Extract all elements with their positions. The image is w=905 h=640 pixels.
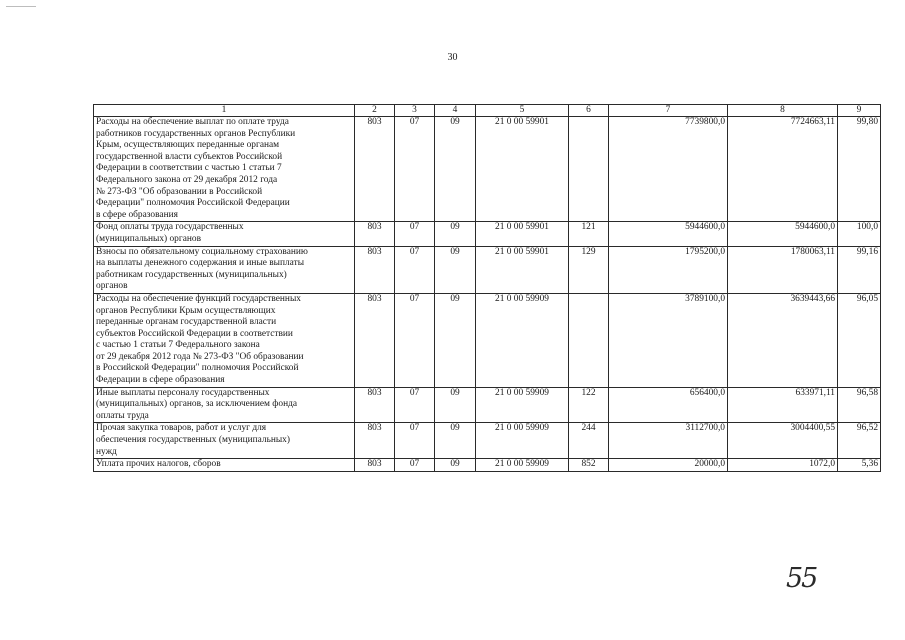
expense-name-cell: Иные выплаты персоналу государственных (муниципальных) органов, за исключением фонда оплаты труда [94, 387, 355, 423]
executed-amount-cell: 1072,0 [728, 459, 838, 472]
table-row [94, 459, 881, 472]
subsection-code-cell: 09 [435, 246, 476, 293]
target-code-cell: 21 0 00 59909 [476, 423, 569, 459]
expense-name-cell: Прочая закупка товаров, работ и услуг для обеспечения государственных (муниципальных) нужд [94, 423, 355, 459]
planned-amount-cell: 656400,0 [609, 387, 728, 423]
table-row [94, 387, 881, 423]
planned-amount-cell: 1795200,0 [609, 246, 728, 293]
execution-percent-cell: 96,58 [838, 387, 881, 423]
target-code-cell: 21 0 00 59909 [476, 459, 569, 472]
ministry-code-cell: 803 [355, 459, 395, 472]
column-header: 7 [609, 105, 728, 117]
budget-execution-table [93, 104, 881, 472]
column-header: 4 [435, 105, 476, 117]
planned-amount-cell: 20000,0 [609, 459, 728, 472]
execution-percent-cell: 99,16 [838, 246, 881, 293]
ministry-code-cell: 803 [355, 222, 395, 246]
subsection-code-cell: 09 [435, 459, 476, 472]
execution-percent-cell: 96,52 [838, 423, 881, 459]
expense-name-cell: Уплата прочих налогов, сборов [94, 459, 355, 472]
ministry-code-cell: 803 [355, 423, 395, 459]
section-code-cell: 07 [395, 293, 435, 387]
executed-amount-cell: 1780063,11 [728, 246, 838, 293]
planned-amount-cell: 3112700,0 [609, 423, 728, 459]
execution-percent-cell: 5,36 [838, 459, 881, 472]
subsection-code-cell: 09 [435, 423, 476, 459]
section-code-cell: 07 [395, 387, 435, 423]
execution-percent-cell: 100,0 [838, 222, 881, 246]
expense-type-cell: 122 [569, 387, 609, 423]
expense-name-cell: Фонд оплаты труда государственных (муниципальных) органов [94, 222, 355, 246]
column-header: 1 [94, 105, 355, 117]
table-row [94, 423, 881, 459]
section-code-cell: 07 [395, 423, 435, 459]
executed-amount-cell: 5944600,0 [728, 222, 838, 246]
ministry-code-cell: 803 [355, 117, 395, 222]
corner-scan-mark [6, 6, 36, 7]
target-code-cell: 21 0 00 59909 [476, 293, 569, 387]
section-code-cell: 07 [395, 459, 435, 472]
expense-name-cell: Взносы по обязательному социальному страхованию на выплаты денежного содержания и иные выплаты работникам государственных (муниципальных) органов [94, 246, 355, 293]
expense-name-cell: Расходы на обеспечение функций государственных органов Республики Крым осуществляющих переданные органам государственной власти субъектов Российской Федерации в соответствии с частью 1 статьи 7 Федерального закона от 29 декабря 2012 года № 273-ФЗ "Об образовании в Российской Федерации" полномочия Российской Федерации в сфере образования [94, 293, 355, 387]
table-row [94, 117, 881, 222]
column-header: 2 [355, 105, 395, 117]
ministry-code-cell: 803 [355, 387, 395, 423]
subsection-code-cell: 09 [435, 117, 476, 222]
expense-type-cell: 129 [569, 246, 609, 293]
table-row [94, 293, 881, 387]
table-row [94, 222, 881, 246]
executed-amount-cell: 3639443,66 [728, 293, 838, 387]
expense-type-cell: 244 [569, 423, 609, 459]
expense-name-cell: Расходы на обеспечение выплат по оплате труда работников государственных органов Республики Крым, осуществляющих переданные органам государственной власти субъектов Российской Федерации в соответствии с частью 1 статьи 7 Федерального закона от 29 декабря 2012 года № 273-ФЗ "Об образовании в Российской Федерации" полномочия Российской Федерации в сфере образования [94, 117, 355, 222]
planned-amount-cell: 5944600,0 [609, 222, 728, 246]
expense-type-cell: 852 [569, 459, 609, 472]
target-code-cell: 21 0 00 59901 [476, 222, 569, 246]
execution-percent-cell: 99,80 [838, 117, 881, 222]
column-header: 5 [476, 105, 569, 117]
column-header: 8 [728, 105, 838, 117]
page-number: 30 [447, 52, 458, 63]
section-code-cell: 07 [395, 117, 435, 222]
expense-type-cell [569, 117, 609, 222]
executed-amount-cell: 633971,11 [728, 387, 838, 423]
section-code-cell: 07 [395, 246, 435, 293]
executed-amount-cell: 7724663,11 [728, 117, 838, 222]
planned-amount-cell: 7739800,0 [609, 117, 728, 222]
target-code-cell: 21 0 00 59901 [476, 246, 569, 293]
target-code-cell: 21 0 00 59901 [476, 117, 569, 222]
expense-type-cell: 121 [569, 222, 609, 246]
planned-amount-cell: 3789100,0 [609, 293, 728, 387]
column-header: 9 [838, 105, 881, 117]
execution-percent-cell: 96,05 [838, 293, 881, 387]
subsection-code-cell: 09 [435, 293, 476, 387]
column-header: 6 [569, 105, 609, 117]
subsection-code-cell: 09 [435, 222, 476, 246]
handwritten-page-mark: 55 [786, 563, 817, 594]
ministry-code-cell: 803 [355, 293, 395, 387]
section-code-cell: 07 [395, 222, 435, 246]
column-header: 3 [395, 105, 435, 117]
ministry-code-cell: 803 [355, 246, 395, 293]
expense-type-cell [569, 293, 609, 387]
executed-amount-cell: 3004400,55 [728, 423, 838, 459]
table-row [94, 246, 881, 293]
subsection-code-cell: 09 [435, 387, 476, 423]
table-header-row [94, 105, 881, 117]
target-code-cell: 21 0 00 59909 [476, 387, 569, 423]
